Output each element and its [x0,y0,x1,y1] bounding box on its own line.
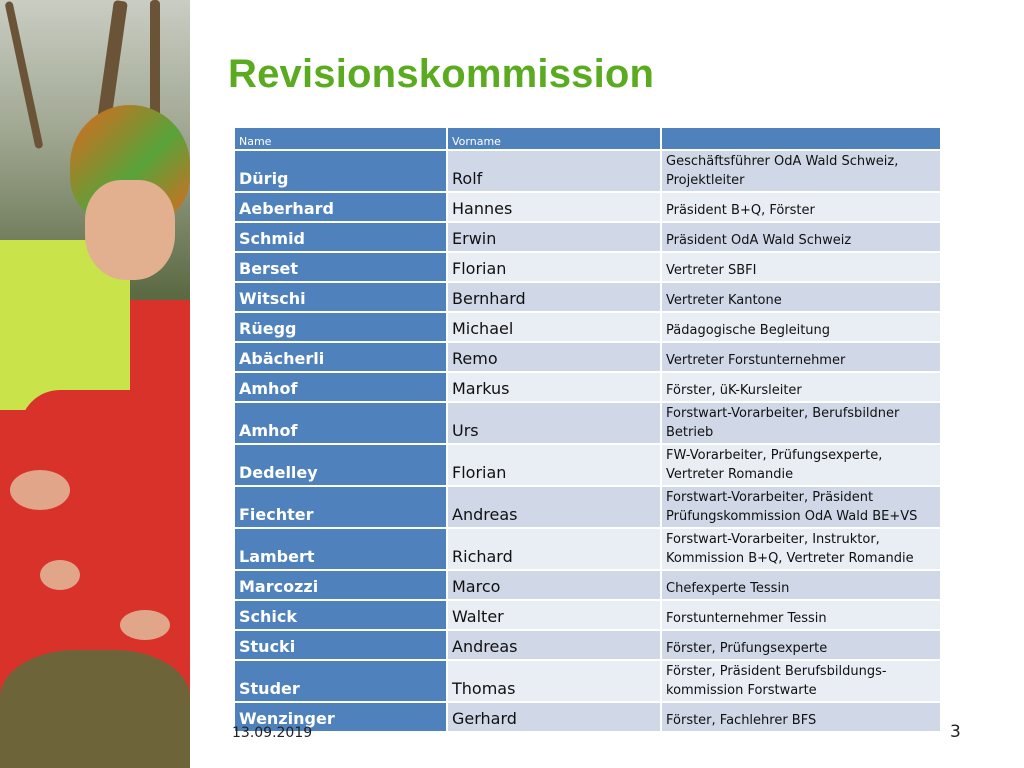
role-cell: Geschäftsführer OdA Wald Schweiz, Projektleiter [661,150,941,192]
role-cell: Förster, Fachlehrer BFS [661,702,941,732]
name-cell: Berset [234,252,447,282]
page-number: 3 [950,722,961,742]
first-name-cell: Remo [447,342,661,372]
table-row [234,630,941,660]
first-name-cell: Rolf [447,150,661,192]
header-role [661,127,941,150]
table-row [234,528,941,570]
first-name-cell: Urs [447,402,661,444]
table-header-row [234,127,941,150]
first-name-cell: Richard [447,528,661,570]
role-cell: Forstunternehmer Tessin [661,600,941,630]
first-name-cell: Andreas [447,630,661,660]
name-cell: Aeberhard [234,192,447,222]
name-cell: Witschi [234,282,447,312]
name-cell: Studer [234,660,447,702]
role-cell: Vertreter Kantone [661,282,941,312]
role-cell: Chefexperte Tessin [661,570,941,600]
name-cell: Dedelley [234,444,447,486]
role-cell: Präsident OdA Wald Schweiz [661,222,941,252]
table-row [234,150,941,192]
header-vorname: Vorname [447,127,661,150]
commission-table [233,126,942,733]
name-cell: Schmid [234,222,447,252]
footer-date: 13.09.2019 [232,725,313,741]
role-cell: Forstwart-Vorarbeiter, Präsident Prüfungskommission OdA Wald BE+VS [661,486,941,528]
first-name-cell: Florian [447,444,661,486]
table-row [234,486,941,528]
table-row [234,252,941,282]
first-name-cell: Gerhard [447,702,661,732]
role-cell: Förster, üK-Kursleiter [661,372,941,402]
role-cell: FW-Vorarbeiter, Prüfungsexperte, Vertreter Romandie [661,444,941,486]
first-name-cell: Hannes [447,192,661,222]
role-cell: Vertreter SBFI [661,252,941,282]
forest-worker-photo [0,0,190,768]
first-name-cell: Bernhard [447,282,661,312]
first-name-cell: Erwin [447,222,661,252]
name-cell: Lambert [234,528,447,570]
header-name: Name [234,127,447,150]
table-row [234,222,941,252]
table-row [234,372,941,402]
role-cell: Forstwart-Vorarbeiter, Instruktor, Kommission B+Q, Vertreter Romandie [661,528,941,570]
name-cell: Wenzinger [234,702,447,732]
table-row [234,282,941,312]
role-cell: Vertreter Forstunternehmer [661,342,941,372]
name-cell: Amhof [234,402,447,444]
table-row [234,600,941,630]
name-cell: Fiechter [234,486,447,528]
first-name-cell: Marco [447,570,661,600]
name-cell: Marcozzi [234,570,447,600]
table-row [234,342,941,372]
table-row [234,570,941,600]
name-cell: Schick [234,600,447,630]
table-row [234,402,941,444]
slide-title: Revisionskommission [228,52,655,96]
role-cell: Forstwart-Vorarbeiter, Berufsbildner Betrieb [661,402,941,444]
table-row [234,702,941,732]
name-cell: Dürig [234,150,447,192]
role-cell: Pädagogische Begleitung [661,312,941,342]
table-row [234,192,941,222]
role-cell: Förster, Präsident Berufsbildungs-kommission Forstwarte [661,660,941,702]
first-name-cell: Markus [447,372,661,402]
table-row [234,444,941,486]
first-name-cell: Florian [447,252,661,282]
role-cell: Förster, Prüfungsexperte [661,630,941,660]
name-cell: Amhof [234,372,447,402]
table-row [234,660,941,702]
name-cell: Abächerli [234,342,447,372]
role-cell: Präsident B+Q, Förster [661,192,941,222]
name-cell: Rüegg [234,312,447,342]
first-name-cell: Thomas [447,660,661,702]
table-row [234,312,941,342]
first-name-cell: Walter [447,600,661,630]
first-name-cell: Andreas [447,486,661,528]
name-cell: Stucki [234,630,447,660]
first-name-cell: Michael [447,312,661,342]
